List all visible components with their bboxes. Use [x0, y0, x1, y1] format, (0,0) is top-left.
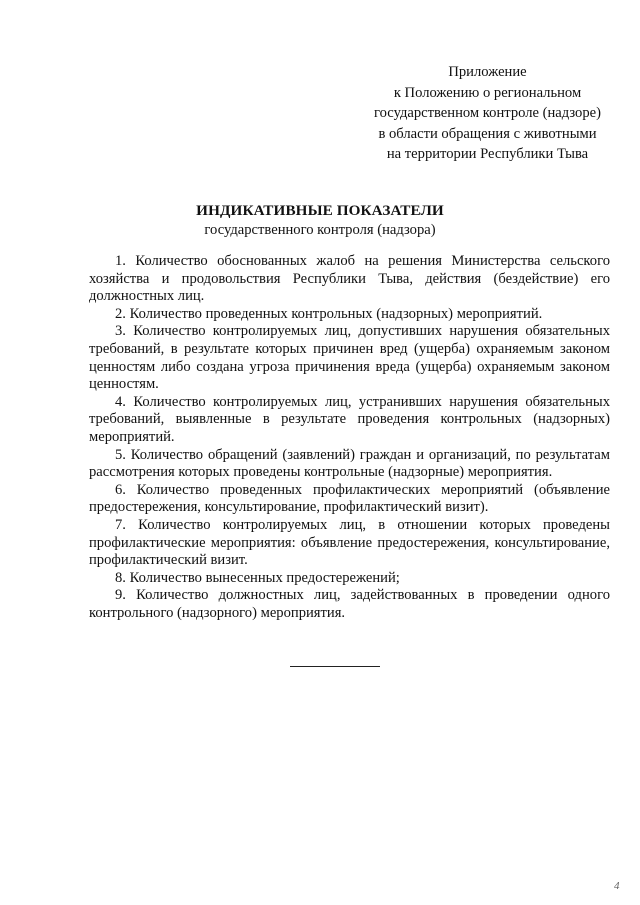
indicator-item: 2. Количество проведенных контрольных (надзорных) мероприятий. — [115, 305, 543, 322]
indicator-item: 7. Количество контролируемых лиц, в отношении которых проведены профилактические мероприятия: объявление предостережения, консультирование, профилактический визит. — [89, 516, 610, 569]
indicator-item: 9. Количество должностных лиц, задействованных в проведении одного контрольного (надзорного) мероприятия. — [89, 587, 610, 621]
indicator-item: 6. Количество проведенных профилактических мероприятий (объявление предостережения, консультирование, профилактический визит). — [89, 481, 610, 516]
indicator-item: 3. Количество контролируемых лиц, допустивших нарушения обязательных требований, в результате которых причинен вред (ущерба) охраняемым законом ценностям либо создана угроза причинения вреда (ущерба) охраняемым законом ценностям. — [89, 323, 610, 393]
heading — [0, 200, 640, 240]
indicator-item: 1. Количество обоснованных жалоб на решения Министерства сельского хозяйства и продовольствия Республики Тыва, действия (бездействие) его должностных лиц. — [89, 253, 610, 305]
appendix-line: государственном контроле (надзоре) — [374, 105, 601, 121]
appendix-reference — [345, 62, 630, 165]
appendix-line: на территории Республики Тыва — [386, 146, 589, 162]
appendix-line: Приложение — [448, 64, 527, 80]
appendix-line: в области обращения с животными — [378, 125, 597, 142]
document-title: ИНДИКАТИВНЫЕ ПОКАЗАТЕЛИ — [196, 202, 444, 219]
appendix-line: к Положению о региональном — [393, 84, 582, 101]
indicator-item: 8. Количество вынесенных предостережений; — [115, 569, 400, 586]
indicator-list — [89, 253, 610, 622]
indicator-item: 4. Количество контролируемых лиц, устранивших нарушения обязательных требований, выявленные в результате проведения контрольных (надзорных) мероприятий. — [89, 393, 610, 445]
indicator-item: 5. Количество обращений (заявлений) граждан и организаций, по результатам рассмотрения которых проведены контрольные (надзорные) мероприятия. — [89, 446, 610, 481]
handwritten-page-number: 4 — [614, 880, 620, 892]
document-subtitle: государственного контроля (надзора) — [204, 222, 436, 238]
end-separator-line — [290, 666, 380, 667]
